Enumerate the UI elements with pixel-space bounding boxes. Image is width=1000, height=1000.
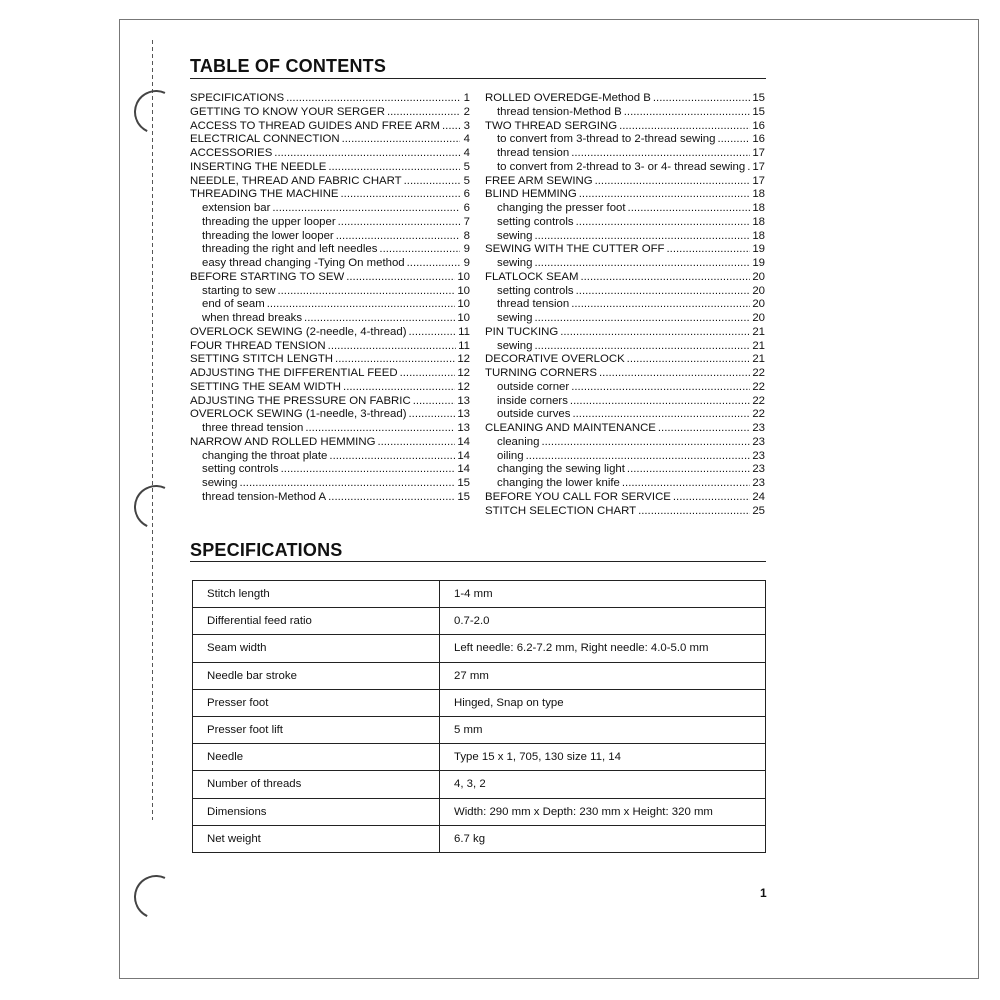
- toc-entry-page: 6: [463, 188, 470, 201]
- toc-leader-dots: [624, 106, 751, 120]
- spec-label: Stitch length: [193, 581, 440, 608]
- toc-entry: [190, 175, 470, 189]
- toc-entry-page: 21: [752, 325, 765, 338]
- toc-entry-title: outside curves: [497, 408, 571, 421]
- toc-leader-dots: [526, 450, 751, 464]
- toc-entry-title: BEFORE STARTING TO SEW: [190, 270, 345, 283]
- toc-leader-dots: [387, 106, 460, 120]
- toc-entry: [190, 477, 470, 491]
- toc-entry-title: changing the lower knife: [497, 477, 620, 489]
- toc-entry: [485, 257, 765, 271]
- toc-leader-dots: [579, 188, 751, 202]
- toc-entry-page: 13: [457, 422, 470, 434]
- toc-entry-title: when thread breaks: [202, 312, 303, 324]
- toc-entry-title: changing the sewing light: [497, 463, 625, 476]
- toc-entry-title: SPECIFICATIONS: [190, 92, 285, 104]
- toc-entry-title: thread tension-Method B: [497, 105, 622, 118]
- toc-entry-page: 25: [752, 504, 765, 517]
- toc-entry: [485, 326, 765, 340]
- toc-entry: [190, 257, 470, 271]
- spec-value: Hinged, Snap on type: [440, 689, 766, 716]
- toc-entry-page: 23: [752, 463, 765, 476]
- toc-leader-dots: [628, 202, 751, 216]
- spec-label: Differential feed ratio: [193, 608, 440, 635]
- toc-entry: [485, 120, 765, 134]
- toc-entry-title: to convert from 2-thread to 3- or 4- thread sewing: [497, 160, 746, 173]
- punch-hole-icon: [128, 869, 184, 925]
- toc-entry-page: 20: [752, 284, 765, 297]
- toc-leader-dots: [717, 133, 750, 147]
- toc-entry-title: FREE ARM SEWING: [485, 174, 593, 187]
- spec-row: [193, 744, 766, 771]
- spec-value: Left needle: 6.2-7.2 mm, Right needle: 4.0-5.0 mm: [440, 635, 766, 662]
- toc-entry-title: thread tension: [497, 147, 570, 159]
- toc-leader-dots: [377, 436, 455, 450]
- spec-value: 0.7-2.0: [440, 608, 766, 635]
- toc-entry-title: PIN TUCKING: [485, 325, 559, 338]
- spec-label: Number of threads: [193, 771, 440, 798]
- toc-leader-dots: [404, 175, 460, 189]
- punch-hole-icon: [128, 84, 184, 140]
- toc-entry-page: 21: [752, 353, 765, 366]
- specs-title-rule: [190, 561, 766, 562]
- toc-leader-dots: [267, 298, 456, 312]
- toc-entry: [485, 106, 765, 120]
- toc-entry-title: DECORATIVE OVERLOCK: [485, 353, 625, 366]
- toc-entry: [190, 340, 470, 354]
- toc-entry: [485, 92, 765, 106]
- toc-entry-page: 20: [752, 312, 765, 324]
- toc-entry-title: TURNING CORNERS: [485, 367, 598, 379]
- toc-entry-page: 23: [752, 435, 765, 448]
- toc-leader-dots: [328, 161, 460, 175]
- toc-entry-page: 22: [752, 367, 765, 379]
- toc-leader-dots: [570, 395, 750, 409]
- toc-leader-dots: [653, 92, 750, 106]
- toc-entry-title: TWO THREAD SERGING: [485, 119, 618, 132]
- toc-entry: [485, 422, 765, 436]
- toc-leader-dots: [328, 491, 455, 505]
- toc-entry-title: to convert from 3-thread to 2-thread sewing: [497, 133, 716, 146]
- spec-row: [193, 716, 766, 743]
- toc-entry-page: 2: [463, 105, 470, 118]
- toc-entry-page: 14: [457, 463, 470, 476]
- toc-entry-title: sewing: [497, 257, 533, 269]
- toc-entry-page: 20: [752, 298, 765, 311]
- toc-entry-page: 19: [752, 243, 765, 256]
- toc-entry-title: easy thread changing -Tying On method: [202, 257, 405, 269]
- toc-entry-page: 1: [463, 92, 470, 104]
- toc-leader-dots: [335, 353, 455, 367]
- toc-leader-dots: [409, 408, 456, 422]
- toc-leader-dots: [274, 147, 460, 161]
- toc-entry: [485, 395, 765, 409]
- toc-entry-title: NARROW AND ROLLED HEMMING: [190, 435, 376, 448]
- toc-entry: [485, 505, 765, 519]
- spec-row: [193, 635, 766, 662]
- toc-leader-dots: [281, 463, 456, 477]
- toc-entry-page: 22: [752, 380, 765, 393]
- toc-leader-dots: [338, 216, 460, 230]
- toc-entry-page: 5: [463, 160, 470, 173]
- toc-leader-dots: [534, 340, 750, 354]
- toc-entry-page: 22: [752, 408, 765, 421]
- toc-entry: [485, 285, 765, 299]
- spec-label: Net weight: [193, 825, 440, 852]
- toc-entry: [485, 353, 765, 367]
- toc-entry-page: 12: [457, 353, 470, 366]
- manual-page: [119, 19, 979, 979]
- toc-entry-title: sewing: [497, 312, 533, 324]
- toc-entry-title: FOUR THREAD TENSION: [190, 339, 326, 352]
- toc-leader-dots: [272, 202, 460, 216]
- toc-leader-dots: [277, 285, 455, 299]
- specifications-table: [192, 580, 766, 853]
- toc-entry-page: 11: [458, 325, 470, 338]
- toc-entry: [485, 216, 765, 230]
- toc-leader-dots: [572, 408, 750, 422]
- toc-entry-page: 17: [752, 147, 765, 159]
- toc-entry-title: changing the throat plate: [202, 449, 328, 462]
- toc-entry-page: 16: [752, 119, 765, 132]
- toc-entry: [485, 202, 765, 216]
- toc-leader-dots: [534, 257, 750, 271]
- toc-leader-dots: [305, 422, 455, 436]
- toc-entry: [190, 312, 470, 326]
- toc-leader-dots: [343, 381, 455, 395]
- spec-value: Width: 290 mm x Depth: 230 mm x Height: 320 mm: [440, 798, 766, 825]
- toc-entry: [190, 450, 470, 464]
- toc-entry: [190, 133, 470, 147]
- spec-label: Needle: [193, 744, 440, 771]
- punch-hole-icon: [128, 479, 184, 535]
- toc-entry-page: 18: [752, 188, 765, 201]
- spec-value: 4, 3, 2: [440, 771, 766, 798]
- toc-entry: [190, 243, 470, 257]
- toc-leader-dots: [286, 92, 460, 106]
- spec-label: Needle bar stroke: [193, 662, 440, 689]
- toc-entry: [190, 408, 470, 422]
- toc-entry-page: 20: [752, 270, 765, 283]
- toc-leader-dots: [571, 147, 750, 161]
- toc-leader-dots: [342, 133, 460, 147]
- toc-entry-page: 15: [752, 105, 765, 118]
- toc-entry-page: 10: [457, 284, 470, 297]
- toc-entry-title: threading the right and left needles: [202, 243, 378, 256]
- toc-entry-title: threading the lower looper: [202, 229, 334, 242]
- toc-entry: [190, 381, 470, 395]
- toc-entry-page: 16: [752, 133, 765, 146]
- toc-entry: [190, 271, 470, 285]
- spec-row: [193, 771, 766, 798]
- toc-entry-title: SETTING THE SEAM WIDTH: [190, 380, 342, 393]
- toc-leader-dots: [239, 477, 455, 491]
- toc-entry-title: ACCESS TO THREAD GUIDES AND FREE ARM: [190, 119, 441, 132]
- toc-entry: [485, 161, 765, 175]
- toc-entry-title: ADJUSTING THE DIFFERENTIAL FEED: [190, 367, 398, 379]
- toc-leader-dots: [304, 312, 455, 326]
- toc-leader-dots: [534, 312, 750, 326]
- toc-entry-title: end of seam: [202, 298, 265, 311]
- toc-entry: [485, 175, 765, 189]
- toc-leader-dots: [658, 422, 750, 436]
- toc-entry-title: setting controls: [202, 463, 279, 476]
- toc-title-rule: [190, 78, 766, 79]
- toc-entry-title: setting controls: [497, 284, 574, 297]
- toc-entry-title: SETTING STITCH LENGTH: [190, 353, 334, 366]
- toc-entry-title: sewing: [202, 477, 238, 489]
- toc-leader-dots: [576, 216, 751, 230]
- toc-entry-title: ACCESSORIES: [190, 147, 273, 159]
- toc-right-column: [485, 92, 765, 518]
- toc-entry-page: 13: [457, 408, 470, 421]
- toc-leader-dots: [409, 326, 457, 340]
- toc-entry-page: 12: [457, 367, 470, 379]
- toc-entry-page: 19: [752, 257, 765, 269]
- toc-entry: [485, 367, 765, 381]
- toc-entry-page: 18: [752, 215, 765, 228]
- toc-entry-page: 10: [457, 298, 470, 311]
- toc-left-column: [190, 92, 470, 505]
- toc-entry-page: 13: [457, 394, 470, 407]
- toc-entry-page: 18: [752, 202, 765, 214]
- toc-entry-title: thread tension-Method A: [202, 490, 327, 503]
- spec-value: 5 mm: [440, 716, 766, 743]
- toc-entry: [485, 450, 765, 464]
- spec-row: [193, 608, 766, 635]
- toc-entry: [190, 422, 470, 436]
- toc-entry: [190, 120, 470, 134]
- toc-entry-title: OVERLOCK SEWING (1-needle, 3-thread): [190, 408, 407, 421]
- binder-edge: [120, 20, 160, 980]
- toc-leader-dots: [541, 436, 750, 450]
- toc-entry-title: SEWING WITH THE CUTTER OFF: [485, 243, 665, 256]
- spec-row: [193, 689, 766, 716]
- toc-entry: [190, 230, 470, 244]
- toc-entry-page: 17: [752, 174, 765, 187]
- toc-entry-title: cleaning: [497, 435, 540, 448]
- toc-entry: [190, 436, 470, 450]
- toc-entry: [485, 408, 765, 422]
- toc-entry-page: 3: [463, 119, 470, 132]
- toc-leader-dots: [627, 463, 750, 477]
- spec-row: [193, 798, 766, 825]
- spec-label: Presser foot lift: [193, 716, 440, 743]
- toc-entry-title: extension bar: [202, 202, 271, 214]
- toc-entry-page: 10: [457, 270, 470, 283]
- toc-leader-dots: [599, 367, 750, 381]
- spec-row: [193, 825, 766, 852]
- toc-leader-dots: [413, 395, 456, 409]
- toc-entry-page: 11: [458, 339, 470, 352]
- toc-entry: [190, 353, 470, 367]
- toc-entry: [190, 326, 470, 340]
- toc-entry: [485, 230, 765, 244]
- toc-leader-dots: [534, 230, 750, 244]
- toc-entry-page: 8: [463, 229, 470, 242]
- toc-entry-title: BEFORE YOU CALL FOR SERVICE: [485, 490, 671, 503]
- toc-entry-title: three thread tension: [202, 422, 304, 434]
- toc-entry-page: 4: [463, 147, 470, 159]
- toc-entry-page: 5: [463, 174, 470, 187]
- toc-entry: [190, 106, 470, 120]
- toc-leader-dots: [328, 340, 457, 354]
- toc-entry: [485, 312, 765, 326]
- spec-value: 6.7 kg: [440, 825, 766, 852]
- toc-entry: [190, 216, 470, 230]
- toc-leader-dots: [619, 120, 750, 134]
- toc-leader-dots: [560, 326, 750, 340]
- toc-entry-title: changing the presser foot: [497, 202, 626, 214]
- toc-entry-title: starting to sew: [202, 284, 276, 297]
- toc-entry-page: 9: [463, 243, 470, 256]
- toc-leader-dots: [571, 298, 750, 312]
- toc-entry: [190, 491, 470, 505]
- toc-entry-title: INSERTING THE NEEDLE: [190, 160, 327, 173]
- toc-entry: [485, 243, 765, 257]
- toc-entry-page: 15: [457, 477, 470, 489]
- toc-entry-page: 21: [752, 339, 765, 352]
- toc-entry-page: 7: [463, 215, 470, 228]
- toc-leader-dots: [747, 161, 750, 175]
- toc-entry: [485, 436, 765, 450]
- toc-entry-title: OVERLOCK SEWING (2-needle, 4-thread): [190, 325, 407, 338]
- toc-entry-title: ELECTRICAL CONNECTION: [190, 133, 340, 146]
- toc-entry-page: 6: [463, 202, 470, 214]
- toc-entry-title: STITCH SELECTION CHART: [485, 504, 637, 517]
- spec-value: 1-4 mm: [440, 581, 766, 608]
- toc-entry: [190, 367, 470, 381]
- toc-entry-page: 15: [752, 92, 765, 104]
- toc-entry-page: 17: [752, 160, 765, 173]
- toc-entry-page: 10: [457, 312, 470, 324]
- toc-entry-page: 4: [463, 133, 470, 146]
- toc-entry: [485, 340, 765, 354]
- toc-entry: [485, 477, 765, 491]
- spec-label: Seam width: [193, 635, 440, 662]
- toc-entry: [190, 395, 470, 409]
- toc-leader-dots: [341, 188, 460, 202]
- toc-entry: [485, 188, 765, 202]
- toc-entry: [485, 271, 765, 285]
- spec-row: [193, 662, 766, 689]
- toc-entry-title: thread tension: [497, 298, 570, 311]
- toc-entry-title: setting controls: [497, 215, 574, 228]
- toc-entry-title: oiling: [497, 449, 524, 462]
- toc-entry-title: threading the upper looper: [202, 215, 336, 228]
- toc-entry-title: FLATLOCK SEAM: [485, 270, 579, 283]
- toc-leader-dots: [346, 271, 455, 285]
- toc-entry-title: NEEDLE, THREAD AND FABRIC CHART: [190, 174, 402, 187]
- toc-entry: [190, 298, 470, 312]
- toc-entry-title: inside corners: [497, 394, 568, 407]
- toc-entry-page: 12: [457, 380, 470, 393]
- toc-entry-title: GETTING TO KNOW YOUR SERGER: [190, 105, 385, 118]
- toc-entry-page: 9: [463, 257, 470, 269]
- toc-leader-dots: [595, 175, 751, 189]
- spec-row: [193, 581, 766, 608]
- toc-leader-dots: [627, 353, 751, 367]
- binder-edge-line: [152, 40, 153, 820]
- toc-entry-title: ROLLED OVEREDGE-Method B: [485, 92, 651, 104]
- toc-entry-page: 23: [752, 449, 765, 462]
- toc-entry-page: 18: [752, 229, 765, 242]
- spec-label: Dimensions: [193, 798, 440, 825]
- toc-leader-dots: [580, 271, 750, 285]
- toc-entry-page: 22: [752, 394, 765, 407]
- toc-leader-dots: [638, 505, 750, 519]
- toc-entry: [190, 463, 470, 477]
- toc-entry-page: 15: [457, 490, 470, 503]
- toc-leader-dots: [400, 367, 456, 381]
- spec-label: Presser foot: [193, 689, 440, 716]
- toc-leader-dots: [667, 243, 751, 257]
- toc-entry-title: sewing: [497, 339, 533, 352]
- toc-entry: [485, 133, 765, 147]
- page-number: 1: [760, 886, 767, 900]
- toc-entry-page: 14: [457, 435, 470, 448]
- toc-leader-dots: [336, 230, 460, 244]
- toc-entry-title: sewing: [497, 229, 533, 242]
- toc-leader-dots: [329, 450, 455, 464]
- toc-entry-page: 24: [752, 490, 765, 503]
- toc-entry-title: THREADING THE MACHINE: [190, 188, 339, 201]
- spec-value: Type 15 x 1, 705, 130 size 11, 14: [440, 744, 766, 771]
- toc-entry-page: 23: [752, 422, 765, 434]
- toc-entry-title: BLIND HEMMING: [485, 188, 577, 201]
- toc-entry: [190, 285, 470, 299]
- toc-leader-dots: [571, 381, 750, 395]
- toc-leader-dots: [622, 477, 750, 491]
- toc-entry-title: outside corner: [497, 380, 570, 393]
- specs-title: SPECIFICATIONS: [190, 540, 343, 560]
- toc-entry: [190, 188, 470, 202]
- spec-value: 27 mm: [440, 662, 766, 689]
- toc-entry-title: ADJUSTING THE PRESSURE ON FABRIC: [190, 394, 411, 407]
- toc-entry: [190, 92, 470, 106]
- toc-entry: [190, 147, 470, 161]
- toc-entry: [485, 381, 765, 395]
- toc-entry-title: CLEANING AND MAINTENANCE: [485, 422, 656, 434]
- toc-leader-dots: [576, 285, 751, 299]
- toc-entry: [190, 202, 470, 216]
- toc-entry: [485, 147, 765, 161]
- toc-entry: [485, 491, 765, 505]
- toc-entry-page: 14: [457, 449, 470, 462]
- toc-leader-dots: [407, 257, 460, 271]
- toc-leader-dots: [673, 491, 750, 505]
- toc-entry: [190, 161, 470, 175]
- toc-entry-page: 23: [752, 477, 765, 489]
- toc-title: TABLE OF CONTENTS: [190, 56, 387, 76]
- toc-leader-dots: [442, 120, 460, 134]
- toc-entry: [485, 463, 765, 477]
- toc-leader-dots: [379, 243, 460, 257]
- toc-entry: [485, 298, 765, 312]
